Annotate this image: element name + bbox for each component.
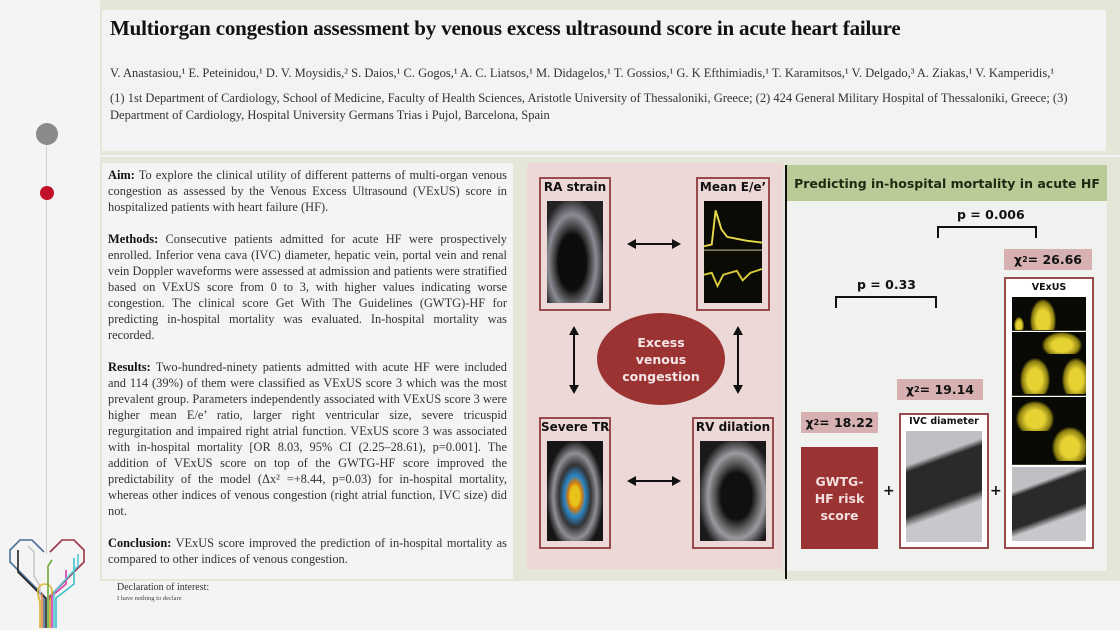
declaration-text: I have nothing to declare bbox=[117, 595, 182, 602]
ivc-echo-image bbox=[906, 431, 982, 542]
affiliations: (1) 1st Department of Cardiology, School of Medicine, Faculty of Health Sciences, Aristotle University of Thessaloniki, Greece; (2) 424 General Military Hospital of Thessaloniki, Greece; (3) Department of Cardiology, Hospital University Germans Trias i Pujol, Barcelona, Spain bbox=[110, 91, 1068, 122]
ivc-diameter-label: IVC diameter bbox=[909, 416, 979, 427]
chi-symbol: χ bbox=[805, 415, 814, 430]
results-text: Two-hundred-ninety patients admitted with acute HF were included and 114 (39%) of them were classified as VExUS score 3 which was the most prevalent group. Parameters independently associated with VExUS score 3 were higher mean E/e’ ratio, larger right ventricular size, severe tricuspid regurgitation and impaired right atrial function. VExUS score 3 was associated with in-hospital mortality [OR 8.03, 95% CI (2.25–28.61), p=0.001]. The addition of VExUS score on top of the GWTG-HF score improved the predictability of the model (Δx² =+8.44, p=0.03) for in-hospital mortality, whereas other indices of venous congestion (right atrial function, IVC size) did not. bbox=[108, 360, 507, 518]
mortality-prediction-panel bbox=[787, 165, 1107, 571]
timeline-dot-inactive[interactable] bbox=[36, 123, 58, 145]
hepatic-vein-doppler-strip bbox=[1012, 297, 1086, 331]
center-line-1: Excess bbox=[637, 334, 685, 350]
gwtg-line-1: GWTG- bbox=[815, 473, 864, 489]
comparison-bracket-mid bbox=[835, 296, 937, 308]
chi-symbol: χ bbox=[1013, 252, 1023, 267]
excess-venous-congestion-node bbox=[597, 313, 725, 405]
portal-vein-doppler-strip bbox=[1012, 332, 1086, 396]
left-rail bbox=[0, 0, 100, 630]
aim-section bbox=[108, 167, 507, 215]
central-figure bbox=[515, 157, 1120, 581]
results-section bbox=[108, 359, 507, 519]
methods-label: Methods: bbox=[108, 232, 159, 246]
chi-square-vexus bbox=[1004, 249, 1092, 270]
ra-strain-echo-image bbox=[547, 201, 603, 303]
p-value-mid: p = 0.33 bbox=[857, 277, 916, 292]
heart-logo-icon bbox=[4, 536, 92, 630]
vexus-label: VExUS bbox=[1031, 282, 1067, 293]
vexus-ivc-echo-image bbox=[1012, 467, 1086, 541]
timeline-dot-active[interactable] bbox=[40, 186, 54, 200]
chi-sup: 2 bbox=[813, 418, 820, 427]
chi-value: = 18.22 bbox=[819, 415, 874, 430]
panel-mean-ee bbox=[696, 177, 770, 311]
double-arrow-icon bbox=[635, 243, 673, 245]
double-arrow-icon bbox=[573, 334, 575, 386]
header-frame bbox=[100, 0, 1120, 155]
plus-icon: + bbox=[990, 483, 1002, 499]
methods-text: Consecutive patients admitted for acute HF were prospectively enrolled. Inferior vena cava (IVC) diameter, hepatic vein, portal vein and renal vein Doppler waveforms were assessed at admission and patients were stratified based on VExUS score from 0 to 3, with higher values indicating worse congestion. The clinical score Get With The Guidelines (GWTG)-HF for predicting in-hospital mortality was evaluated. In-hospital mortality was recorded. bbox=[108, 232, 507, 342]
panel-rv-dilation bbox=[692, 417, 774, 549]
aim-text: To explore the clinical utility of different patterns of multi-organ venous congestion as assessed by the Venous Excess Ultrasound (VExUS) score in hospitalized patients with heart failure (HF). bbox=[108, 168, 507, 214]
conclusion-section bbox=[108, 535, 507, 567]
abstract-frame bbox=[100, 157, 515, 581]
aim-label: Aim: bbox=[108, 168, 135, 182]
gwtg-line-2: HF risk bbox=[814, 490, 865, 506]
plus-icon: + bbox=[883, 483, 895, 499]
rv-dilation-echo-image bbox=[700, 441, 766, 541]
severe-tr-color-doppler-image bbox=[547, 441, 603, 541]
center-line-2: venous bbox=[635, 351, 687, 367]
panel-label: RA strain bbox=[543, 180, 607, 194]
chi-value: = 26.66 bbox=[1027, 252, 1083, 267]
panel-label: Mean E/e’ bbox=[699, 180, 767, 194]
chi-symbol: χ bbox=[905, 382, 915, 397]
congestion-diagram bbox=[527, 163, 783, 569]
conclusion-text: VExUS score improved the prediction of in-hospital mortality as compared to other indices of venous congestion. bbox=[108, 536, 507, 566]
renal-vein-doppler-strip bbox=[1012, 397, 1086, 465]
double-arrow-icon bbox=[737, 334, 739, 386]
ivc-diameter-panel bbox=[899, 413, 989, 549]
panel-label: Severe TR bbox=[541, 420, 610, 434]
chi-square-ivc bbox=[897, 379, 983, 400]
panel-label: RV dilation bbox=[695, 420, 771, 434]
chi-value: = 19.14 bbox=[919, 382, 975, 397]
mean-ee-doppler-image bbox=[704, 201, 762, 303]
poster-title: Multiorgan congestion assessment by venous excess ultrasound score in acute heart failure bbox=[110, 16, 901, 40]
author-list: V. Anastasiou,¹ E. Peteinidou,¹ D. V. Moysidis,² S. Daios,¹ C. Gogos,¹ A. C. Liatsos,¹ M. Didagelos,¹ T. Gossios,¹ G. K Efthimiadis,¹ T. Karamitsos,¹ V. Delgado,³ A. Ziakas,¹ V. Kamperidis,¹ bbox=[110, 66, 1055, 80]
declaration-label: Declaration of interest: bbox=[117, 582, 210, 593]
chi-sup: 2 bbox=[1022, 255, 1028, 264]
gwtg-line-3: score bbox=[820, 507, 859, 523]
methods-section bbox=[108, 231, 507, 343]
abstract-body bbox=[102, 163, 513, 579]
double-arrow-icon bbox=[635, 480, 673, 482]
panel-severe-tr bbox=[539, 417, 611, 549]
conclusion-label: Conclusion: bbox=[108, 536, 172, 550]
results-label: Results: bbox=[108, 360, 151, 374]
gwtg-hf-risk-score-box bbox=[801, 447, 878, 549]
p-value-top: p = 0.006 bbox=[957, 207, 1025, 222]
center-line-3: congestion bbox=[622, 368, 700, 384]
chi-square-gwtg bbox=[801, 412, 878, 433]
poster-header bbox=[102, 10, 1106, 151]
chi-sup: 2 bbox=[914, 385, 920, 394]
comparison-bracket-top bbox=[937, 226, 1037, 238]
vexus-panel bbox=[1004, 277, 1094, 549]
panel-ra-strain bbox=[539, 177, 611, 311]
prediction-header: Predicting in-hospital mortality in acute HF bbox=[787, 165, 1107, 201]
